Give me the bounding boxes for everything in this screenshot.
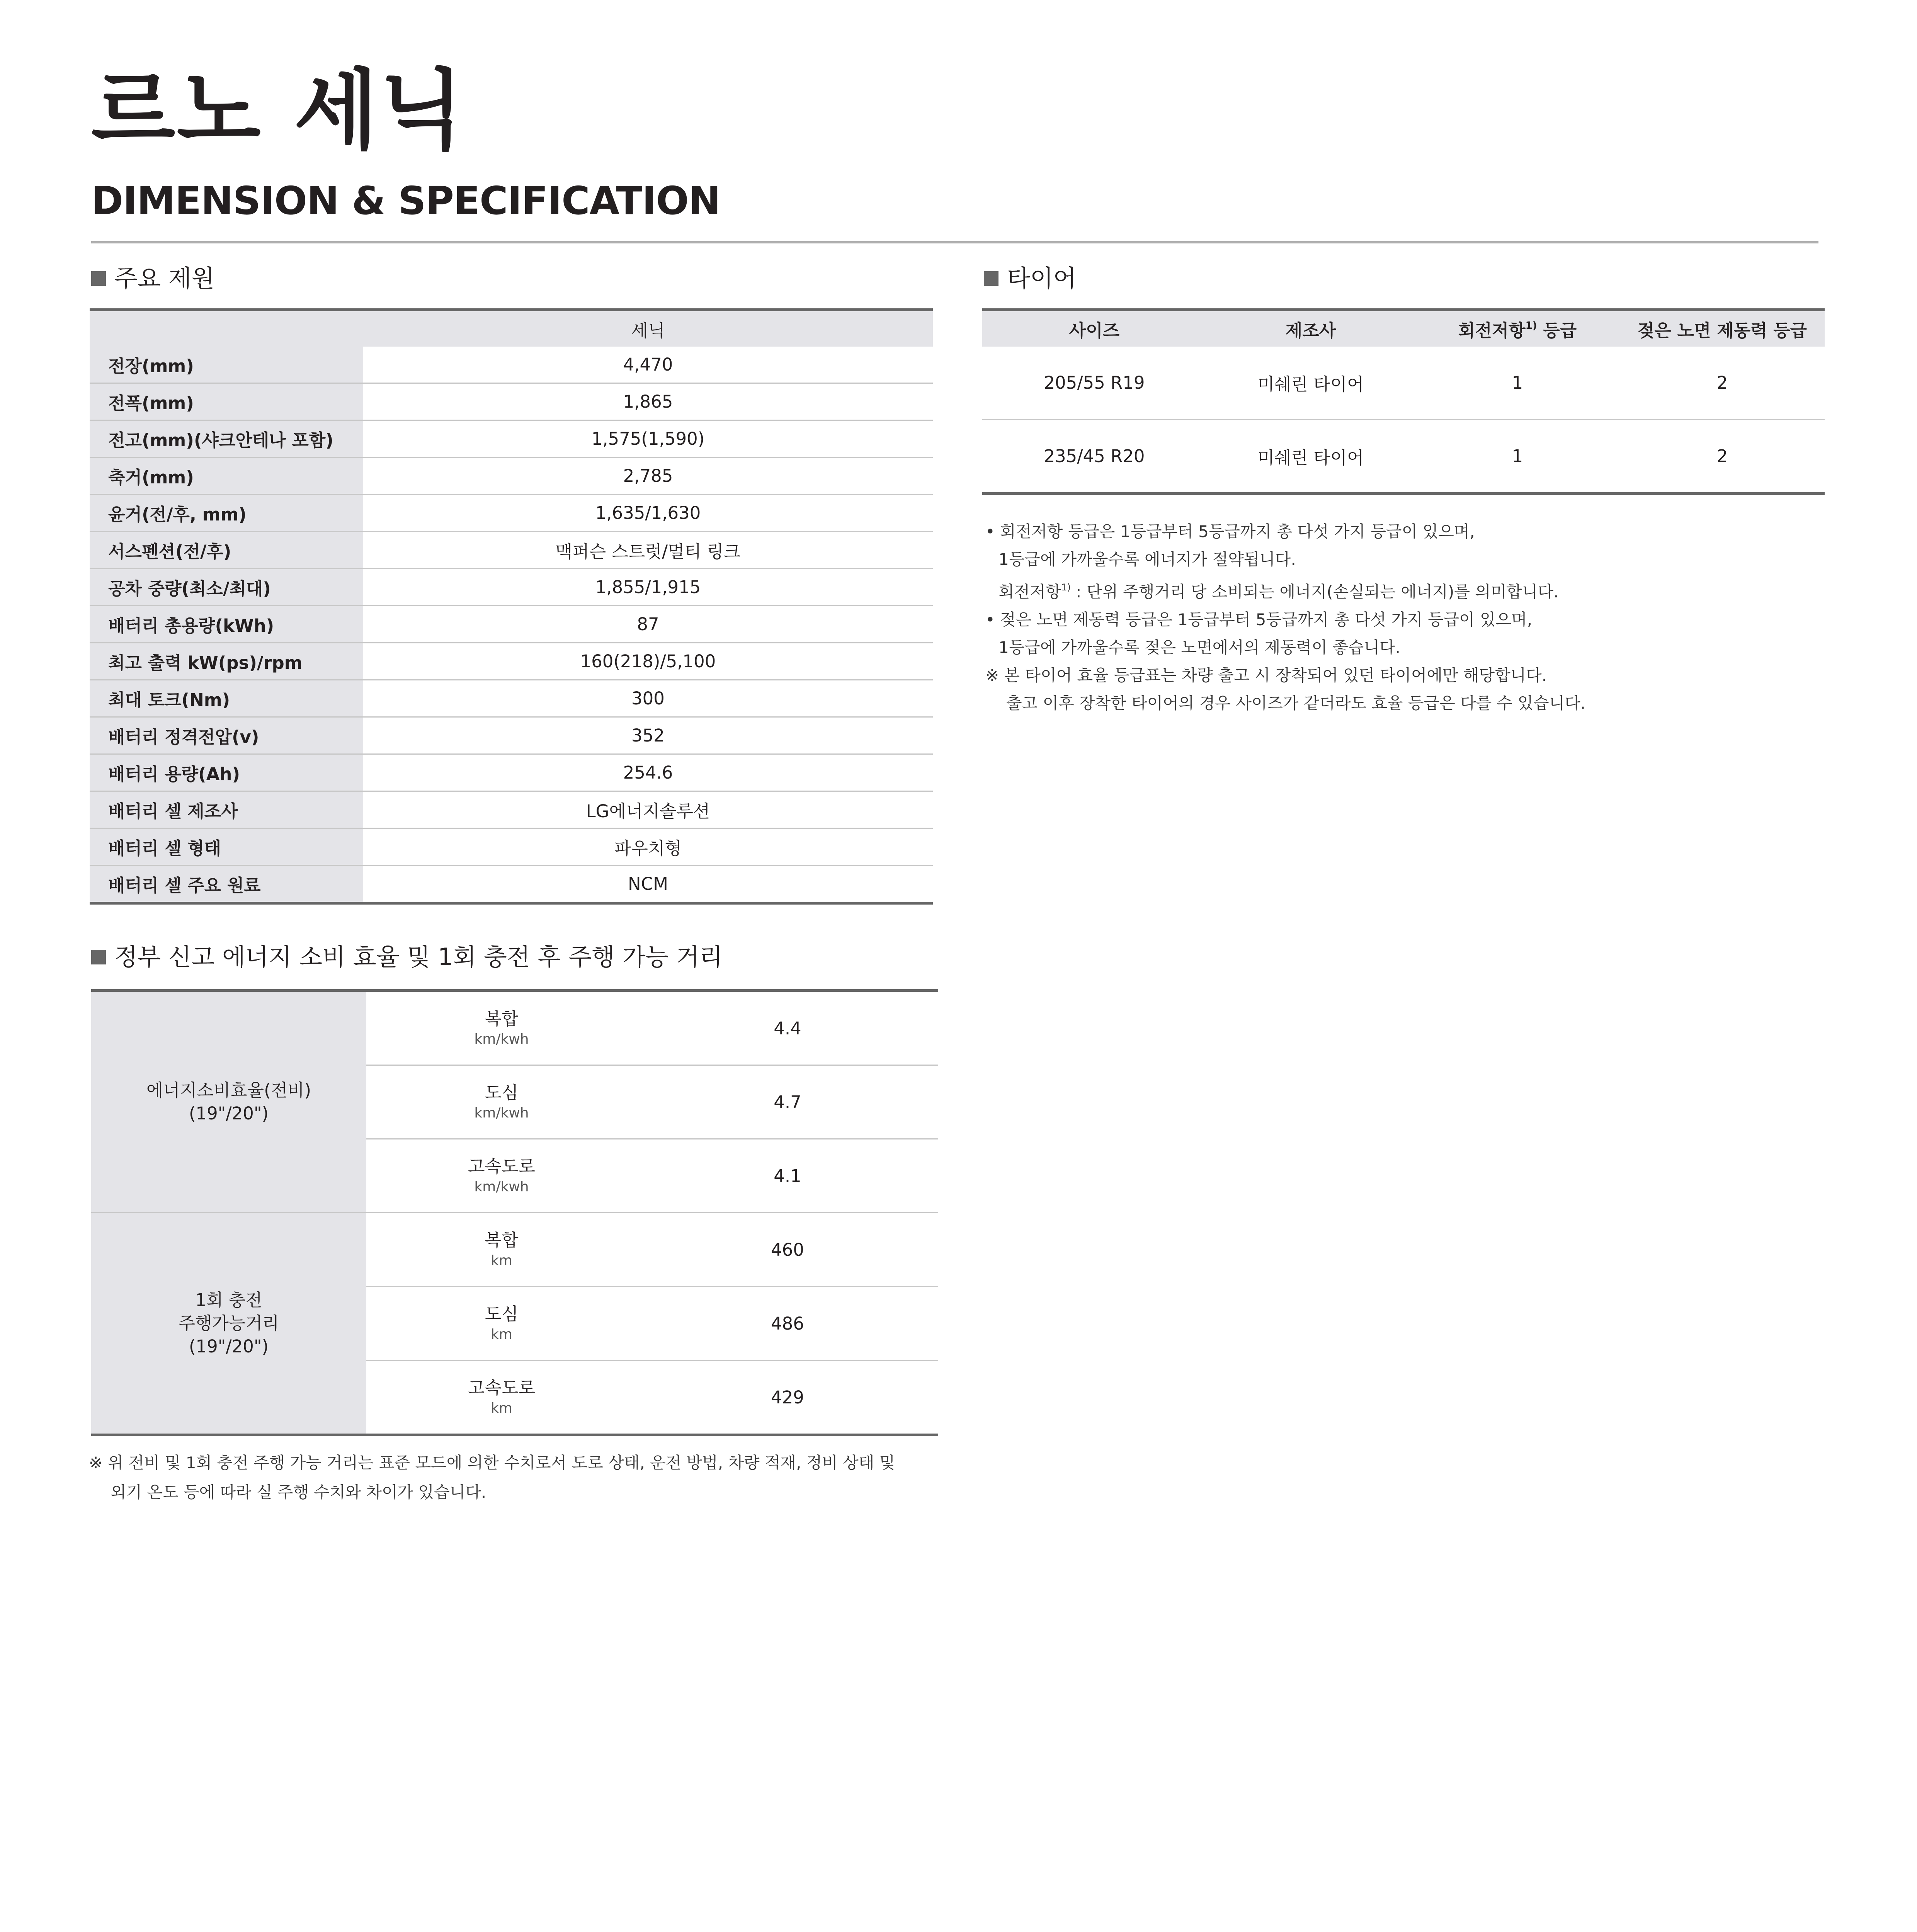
spec-value: 160(218)/5,100	[363, 643, 933, 680]
energy-group-label	[91, 991, 366, 1213]
spec-row	[90, 606, 933, 643]
energy-value: 4.1	[637, 1139, 938, 1213]
tire-row	[982, 420, 1825, 494]
energy-group-label-line: 주행가능거리	[178, 1313, 279, 1333]
spec-value: 1,635/1,630	[363, 495, 933, 532]
energy-mode-unit: km	[491, 1326, 512, 1342]
spec-row	[90, 347, 933, 383]
energy-table-body	[91, 991, 938, 1435]
spec-label: 최고 출력 kW(ps)/rpm	[90, 643, 363, 680]
spec-value: 파우치형	[363, 828, 933, 866]
energy-group-label-line: 1회 충전	[195, 1290, 262, 1310]
tire-header-size: 사이즈	[982, 310, 1206, 347]
spec-label: 배터리 셀 주요 원료	[90, 866, 363, 903]
spec-row	[90, 383, 933, 420]
energy-mode-label: 복합	[485, 1009, 519, 1029]
energy-group-label	[91, 1213, 366, 1435]
tire-section-heading	[984, 264, 1077, 293]
tire-cell-wet: 2	[1716, 446, 1728, 466]
tire-note: • 젖은 노면 제동력 등급은 1등급부터 5등급까지 총 다섯 가지 등급이 있으며,	[985, 610, 1533, 629]
spec-row	[90, 457, 933, 495]
spec-label: 서스펜션(전/후)	[90, 532, 363, 569]
tire-notes	[985, 518, 1828, 717]
spec-row	[90, 866, 933, 903]
spec-label: 전폭(mm)	[90, 383, 363, 420]
header-divider	[91, 241, 1818, 243]
tire-cell-maker: 미쉐린 타이어	[1257, 447, 1364, 468]
spec-label: 배터리 셀 형태	[90, 828, 363, 866]
spec-column-header: 세닉	[363, 310, 933, 347]
spec-value: 1,855/1,915	[363, 569, 933, 606]
tire-header-rolling: 회전저항$^{1)}$ 등급	[1415, 310, 1620, 347]
spec-label: 축거(mm)	[90, 457, 363, 495]
spec-row	[90, 791, 933, 828]
energy-value: 429	[771, 1387, 804, 1408]
energy-mode-label: 고속도로	[468, 1378, 535, 1398]
spec-value: 300	[363, 680, 933, 717]
energy-footnote-line: ※ 위 전비 및 1회 충전 주행 가능 거리는 표준 모드에 의한 수치로서 도로 상태, 운전 방법, 차량 적재, 정비 상태 및	[89, 1453, 895, 1472]
page-subtitle: DIMENSION & SPECIFICATION	[91, 178, 721, 223]
tire-cell-rolling: 1	[1512, 446, 1523, 466]
energy-value: 486	[637, 1287, 938, 1361]
tire-note: 1등급에 가까울수록 에너지가 절약됩니다.	[998, 550, 1296, 569]
energy-section-title: 정부 신고 에너지 소비 효율 및 1회 충전 후 주행 가능 거리	[114, 943, 723, 971]
energy-mode-cell	[366, 1065, 637, 1139]
energy-value: 4.4	[637, 991, 938, 1065]
tire-section-title: 타이어	[1007, 264, 1077, 293]
energy-row	[91, 991, 938, 1065]
energy-mode-label: 도심	[485, 1304, 519, 1325]
energy-group-label-line: 에너지소비효율(전비)	[146, 1080, 311, 1100]
tire-cell-size: 205/55 R19	[982, 347, 1206, 420]
tire-note: 출고 이후 장착한 타이어의 경우 사이즈가 같더라도 효율 등급은 다를 수 있습니다.	[1006, 694, 1586, 713]
energy-row	[91, 1213, 938, 1287]
tire-table	[982, 308, 1825, 495]
energy-mode-unit: km/kwh	[474, 1105, 529, 1121]
energy-mode-unit: km/kwh	[474, 1179, 529, 1195]
spec-section-title: 주요 제원	[114, 264, 215, 293]
tire-cell-size: 235/45 R20	[1044, 446, 1145, 466]
tire-row	[982, 347, 1825, 420]
spec-header-blank	[90, 310, 363, 347]
energy-mode-cell	[366, 1139, 637, 1213]
spec-value: 352	[363, 717, 933, 754]
spec-value: 1,575(1,590)	[363, 420, 933, 457]
tire-note: • 회전저항 등급은 1등급부터 5등급까지 총 다섯 가지 등급이 있으며,	[985, 522, 1475, 541]
energy-mode-unit: km/kwh	[474, 1031, 529, 1047]
tire-note: 1등급에 가까울수록 젖은 노면에서의 제동력이 좋습니다.	[998, 638, 1400, 657]
energy-footnote	[89, 1448, 939, 1507]
spec-value: 4,470	[363, 347, 933, 383]
spec-value: 2,785	[363, 457, 933, 495]
spec-value: 1,865	[363, 383, 933, 420]
spec-row	[90, 828, 933, 866]
spec-row	[90, 495, 933, 532]
spec-label: 공차 중량(최소/최대)	[90, 569, 363, 606]
energy-mode-cell	[366, 1213, 637, 1287]
page-title: 르노 세닉	[91, 60, 465, 162]
square-bullet-icon	[984, 271, 998, 286]
spec-row	[90, 532, 933, 569]
spec-value: 맥퍼슨 스트럿/멀티 링크	[363, 532, 933, 569]
spec-value: 87	[363, 606, 933, 643]
spec-label: 배터리 정격전압(v)	[90, 717, 363, 754]
energy-mode-cell	[366, 1287, 637, 1361]
spec-label: 배터리 총용량(kWh)	[90, 606, 363, 643]
spec-label: 전고(mm)(샤크안테나 포함)	[90, 420, 363, 457]
spec-label: 최대 토크(Nm)	[90, 680, 363, 717]
energy-footnote-line: 외기 온도 등에 따라 실 주행 수치와 차이가 있습니다.	[111, 1483, 486, 1502]
tire-cell-wet: 2	[1620, 347, 1825, 420]
spec-row	[90, 754, 933, 791]
spec-label: 전장(mm)	[90, 347, 363, 383]
spec-row	[90, 420, 933, 457]
spec-row	[90, 569, 933, 606]
energy-group-label-line: (19"/20")	[189, 1336, 269, 1357]
energy-table	[91, 989, 938, 1436]
spec-table	[90, 308, 933, 905]
spec-row	[90, 643, 933, 680]
energy-mode-cell	[366, 991, 637, 1065]
tire-note: ※ 본 타이어 효율 등급표는 차량 출고 시 장착되어 있던 타이어에만 해당합니다.	[985, 666, 1547, 685]
tire-cell-rolling: 1	[1415, 347, 1620, 420]
tire-note: 회전저항$^{1)}$ : 단위 주행거리 당 소비되는 에너지(손실되는 에너지)를 의미합니다.	[998, 582, 1559, 601]
energy-mode-label: 도심	[485, 1082, 519, 1103]
square-bullet-icon	[91, 271, 106, 286]
spec-row	[90, 680, 933, 717]
energy-mode-unit: km	[491, 1400, 512, 1416]
energy-group-label-line: (19"/20")	[189, 1103, 269, 1124]
energy-mode-cell	[366, 1361, 637, 1435]
spec-table-header-row	[90, 310, 933, 347]
spec-label: 배터리 셀 제조사	[90, 791, 363, 828]
energy-value: 4.7	[637, 1065, 938, 1139]
spec-label: 윤거(전/후, mm)	[90, 495, 363, 532]
spec-value: 254.6	[363, 754, 933, 791]
energy-mode-label: 복합	[485, 1230, 519, 1251]
energy-section-heading	[91, 945, 723, 969]
tire-table-body	[982, 347, 1825, 494]
energy-mode-unit: km	[491, 1252, 512, 1269]
energy-value: 460	[637, 1213, 938, 1287]
spec-section-heading	[91, 264, 215, 293]
spec-value: NCM	[628, 874, 668, 894]
spec-value: LG에너지솔루션	[363, 791, 933, 828]
spec-label: 배터리 용량(Ah)	[90, 754, 363, 791]
tire-header-wet: 젖은 노면 제동력 등급	[1620, 310, 1825, 347]
tire-cell-maker: 미쉐린 타이어	[1206, 347, 1415, 420]
square-bullet-icon	[91, 950, 106, 964]
tire-header-maker: 제조사	[1206, 310, 1415, 347]
spec-row	[90, 717, 933, 754]
energy-mode-label: 고속도로	[468, 1156, 535, 1177]
spec-table-body	[90, 347, 933, 903]
tire-table-header-row	[982, 310, 1825, 347]
